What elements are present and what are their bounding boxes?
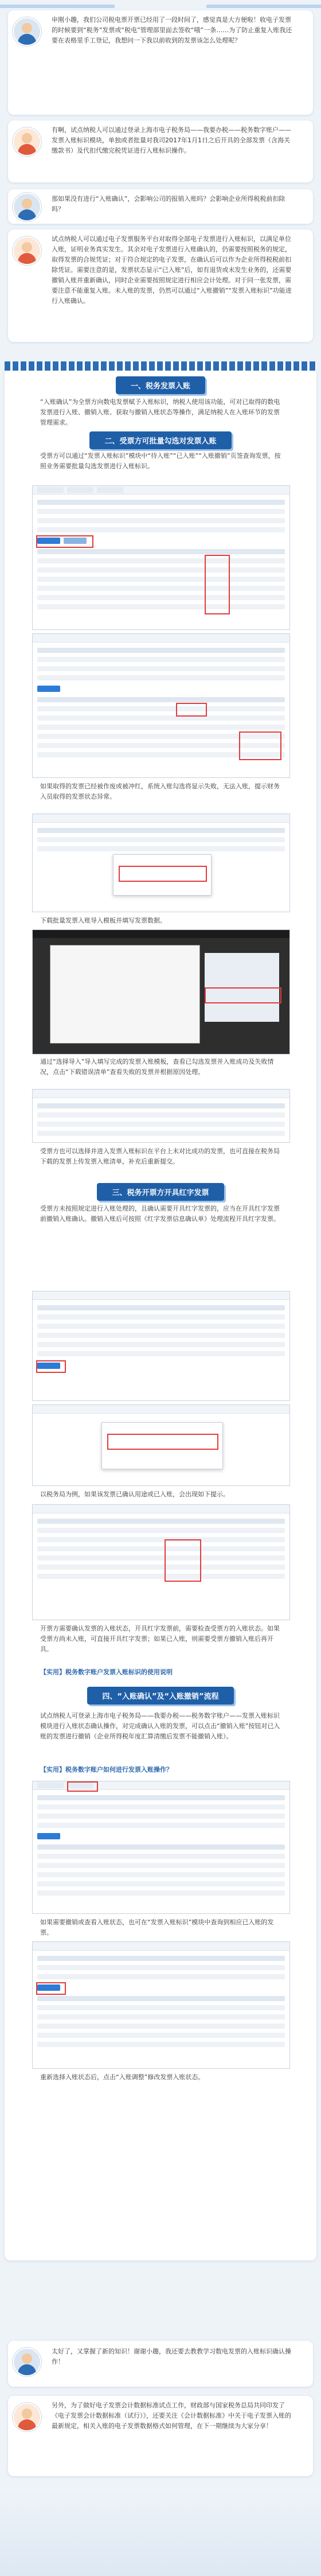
screenshot-import-result — [32, 1089, 290, 1143]
screenshot-confirm-entry — [32, 1781, 290, 1914]
screenshot-entry-adjust — [32, 1941, 290, 2069]
assistant-avatar-2 — [13, 236, 41, 265]
content-divider — [5, 361, 316, 371]
section-2-caption-3: 通过“选择导入”导入填写完成的发票入账模板，查看已勾选发票并入账成功及失败情况，点击“下载错误清单”查看失败的发票并根据原因处理。 — [40, 1058, 274, 1076]
section-4-caption-1: 如果需要撤销或查看入账状态，也可在“发票入账标识”模块中查询到相应已入账的发票。 — [40, 1919, 274, 1936]
section-2-caption-4: 受票方也可以选择并进入发票入账标识在平台上未对比成功的发票，也可直接在税务局下载的发票上传发票入账清单，补充后重新提交。 — [40, 1147, 280, 1165]
section-4-body: 试点纳税人可登录上海市电子税务局——我要办税——税务数字账户——发票入账标识模块进行入账状态确认操作，对完成确认入账的发票，可以点击“撤销入账”按钮对已入账的发票进行撤销（企业所得税年度汇算清缴后发票不能撤销入账）。 — [40, 1712, 280, 1740]
user-avatar-2 — [13, 193, 41, 221]
intro-answer: 有啊，试点纳税人可以通过登录上海市电子税务局——我要办税——税务数字账户——发票入账标识模块，单独或者批量对我司2017年1月1日之后开具的全部发票（含海关缴款书）及代扣代缴完税凭证进行入账标识操作。 — [52, 126, 291, 154]
section-3-title: 三、税务开票方开具红字发票 — [97, 1183, 224, 1201]
screenshot-red-invoice-1 — [32, 1291, 290, 1401]
section-1-title: 一、税务发票入账 — [116, 376, 205, 394]
section-3-caption-1: 以税务局为例，如果该发票已确认用途或已入账，会出现如下提示。 — [40, 1491, 229, 1498]
screenshot-import-template — [32, 929, 290, 1054]
section-2-caption-2: 下载批量发票入账导入模板并填写发票数据。 — [40, 917, 166, 924]
section-4-heading — [0, 1687, 321, 1705]
screenshot-invoice-list-1 — [32, 485, 290, 630]
section-4-tip-link[interactable]: 【实用】税务数字账户如何进行发票入账操作？ — [40, 1766, 173, 1773]
assistant-avatar-3 — [13, 2403, 41, 2431]
section-3-caption-2: 开票方需要确认发票的入账状态，开具红字发票前，需要检查受票方的入账状态。如果受票方尚未入账，可直接开具红字发票；如果已入账，则需要受票方撤销入账后再开具。 — [40, 1625, 280, 1653]
outro-note: 另外，为了做好电子发票会计数据标准试点工作，财政部与国家税务总局共同印发了《电子发票会计数据标准（试行）》，还要关注《会计数据标准》中关于电子发票入账的最新规定，相关入账的电子发票数据格式如何管理，在下一期继续为大家分享！ — [52, 2402, 291, 2430]
section-4-title: 四、“入账确认”及“入账撤销”流程 — [87, 1687, 233, 1705]
section-4-caption-2: 重新选择入账状态后，点击“入账调整”修改发票入账状态。 — [40, 2073, 205, 2081]
bottom-decoration — [0, 2490, 321, 2576]
user-avatar-3 — [13, 2348, 41, 2376]
intro-question: 申刚小趣，我们公司税电票开票已经用了一段时间了，感觉真是大方便啦！收电子发票的时候要到“税务”发票或“税电”管理部里面去签收“哦”一条……为了防止重复入账我还要在表格里手工登记，我想问一下我以前收到的发票该怎么处理呢？ — [52, 16, 292, 44]
screenshot-red-invoice-2 — [32, 1404, 290, 1486]
section-1-heading — [0, 376, 321, 394]
intro-question-2: 那如果没有进行“入账确认”，会影响公司的报销入账吗？会影响企业所得税税前扣除吗？ — [52, 195, 285, 213]
user-avatar — [13, 17, 41, 46]
section-3-heading — [0, 1183, 321, 1201]
section-3-body: 受票方未按照规定进行入账处理的，且确认需要开具红字发票的，应当在开具红字发票前撤销入账确认。撤销入账后可按照《红字发票信息确认单》处理流程开具红字发票。 — [40, 1205, 280, 1223]
intro-answer-2: 试点纳税人可以通过电子发票服务平台对取得全部电子发票进行入账标识，以满足单位入账，证明业务真实发生。其余对电子发票进行入账确认的，仍需要按照税务的规定，取得发票的合规凭证；对于符合规定的电子发票，在确认后可以作为企业所得税税前扣除凭证。需要注意的是，发票状态显示“已入账”后，如有退货或未发生业务的，还需要撤销入账并重新确认，同时企业需要按照规定进行相应会计处理。对于同一张发票，需要注意不能重复入账。未入账的发票，仍然可以通过“入账撤销”“发票入账标识”功能进行入账确认。 — [52, 235, 292, 305]
screenshot-invoice-list-2 — [32, 633, 290, 778]
assistant-avatar — [13, 127, 41, 156]
outro-thanks: 太好了，又掌握了新的知识！谢谢小趣，我还要去教教学习数电发票的入账标识确认操作！ — [52, 2348, 291, 2365]
section-1-body: “入账确认”为全票方向数电发票赋予入账标识，纳税人使用该功能，可对已取得的数电发票进行入账、撤销入账、获取与撤销入账状态等操作，满足纳税人在入账环节的发票管理需求。 — [40, 398, 280, 426]
section-2-heading — [0, 431, 321, 449]
screenshot-status-error — [32, 814, 290, 912]
section-2-caption-1: 如果取得的发票已经被作废或被冲红，系统入账勾选将显示失败，无法入账，提示财务入员取得的发票状态异常。 — [40, 783, 280, 800]
section-2-body: 受票方可以通过“发票入账标识”模块中“待入账”“已入账”“入账撤销”页签查询发票，按照业务需要批量勾选发票进行入账标识。 — [40, 452, 281, 470]
screenshot-red-invoice-3 — [32, 1504, 290, 1620]
section-2-title: 二、受票方可批量勾选对发票入账 — [89, 431, 231, 449]
section-3-tip-link[interactable]: 【实用】税务数字账户发票入账标识的使用说明 — [40, 1668, 173, 1676]
